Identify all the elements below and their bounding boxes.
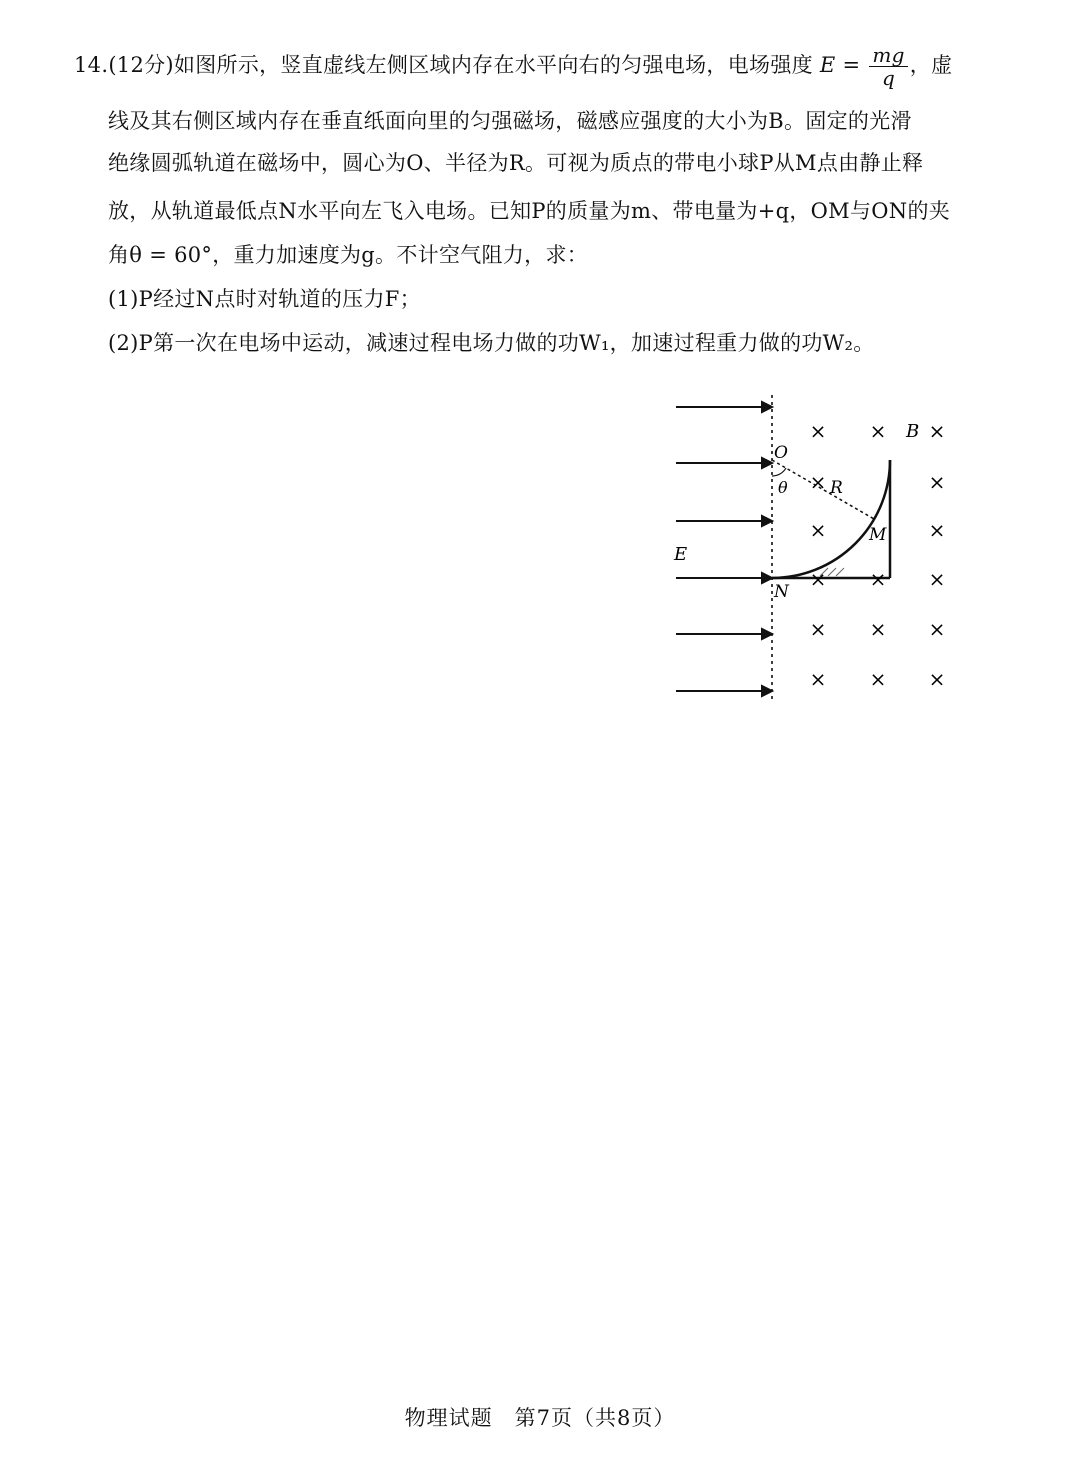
eq-lhs: E [819,53,836,77]
label-e: E [674,544,688,565]
field-cross: × [869,617,887,641]
label-o: O [774,443,788,463]
fraction-denominator: q [882,66,896,90]
electric-field-arrows [676,402,772,696]
field-arrowhead [762,458,772,468]
field-arrowhead [762,402,772,412]
field-cross: × [928,617,946,641]
field-cross: × [928,667,946,691]
question-part-2: (2)P第一次在电场中运动，减速过程电场力做的功W₁，加速过程重力做的功W₂。 [108,331,875,355]
question-number: 14. [74,53,109,77]
question-line-1 [74,44,952,89]
question-score: (12分) [108,53,174,77]
question-part-1: (1)P经过N点时对轨道的压力F； [108,287,421,311]
physics-figure [660,390,960,710]
label-n: N [774,582,789,602]
field-cross: × [809,617,827,641]
field-cross: × [809,419,827,443]
angle-arc [772,468,786,476]
field-cross: × [869,667,887,691]
question-line-2: 线及其右侧区域内存在垂直纸面向里的匀强磁场，磁感应强度的大小为B。固定的光滑 [108,109,912,133]
field-cross: × [928,567,946,591]
field-cross: × [809,567,827,591]
field-arrowhead [762,629,772,639]
fraction-numerator: mg [869,44,907,67]
label-b: B [906,421,920,442]
question-text-1a: 如图所示，竖直虚线左侧区域内存在水平向右的匀强电场，电场强度 [173,53,813,77]
label-m: M [869,525,887,545]
eq-sign: = [842,53,861,77]
field-cross: × [869,419,887,443]
field-cross: × [869,567,887,591]
question-text-1b: ，虚 [909,53,953,77]
field-fraction [869,44,907,89]
field-cross: × [809,667,827,691]
field-cross: × [928,419,946,443]
field-arrowhead [762,573,772,583]
page-footer: 物理试题 第7页（共8页） [404,1406,676,1430]
field-cross: × [928,518,946,542]
question-line-4: 放，从轨道最低点N水平向左飞入电场。已知P的质量为m、带电量为+q，OM与ON的夹 [108,199,951,223]
magnetic-field-crosses [810,419,946,691]
label-theta: θ [778,478,788,497]
field-arrowhead [762,516,772,526]
label-r: R [830,478,843,498]
field-cross: × [809,518,827,542]
field-arrowhead [762,686,772,696]
question-line-3: 绝缘圆弧轨道在磁场中，圆心为O、半径为R。可视为质点的带电小球P从M点由静止释 [108,151,924,175]
field-cross: × [928,470,946,494]
field-cross: × [809,470,827,494]
question-line-5: 角θ = 60°，重力加速度为g。不计空气阻力，求： [108,243,589,267]
